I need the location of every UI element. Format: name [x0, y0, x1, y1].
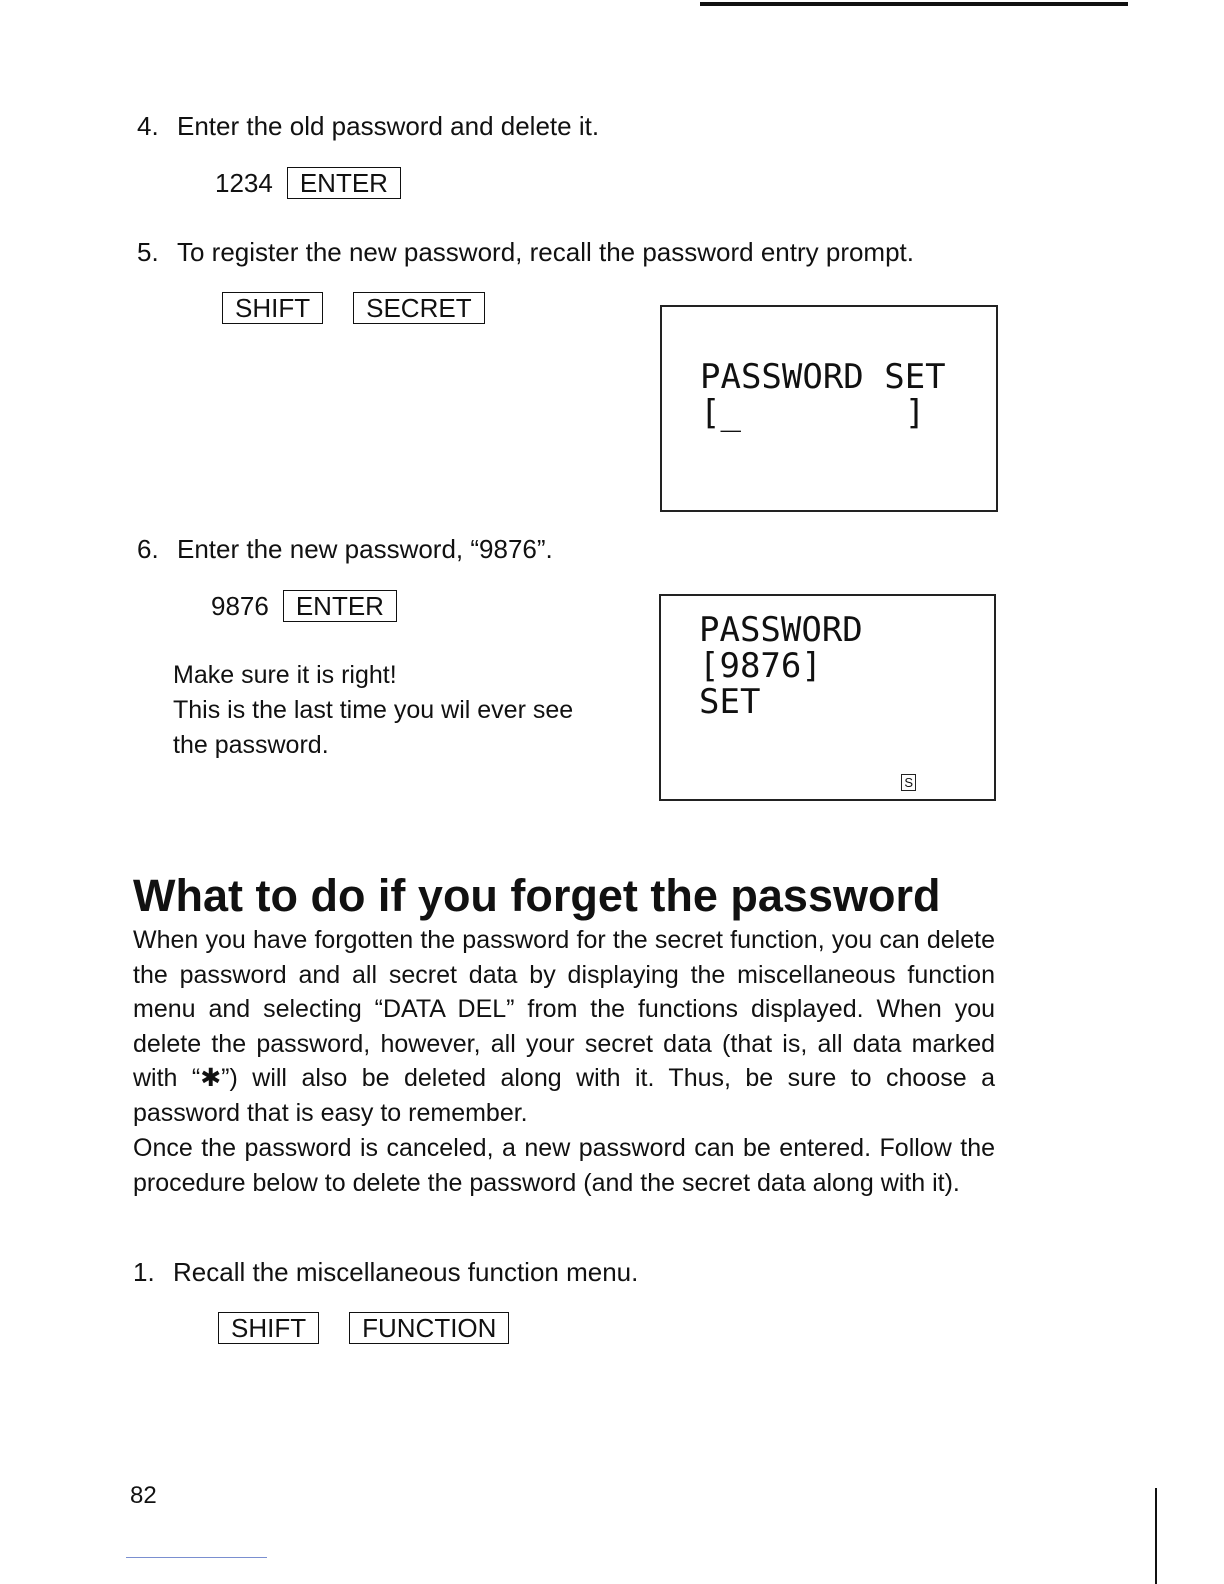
step-5-keys	[222, 292, 515, 324]
note	[173, 658, 573, 763]
step-5	[137, 237, 914, 267]
lcd-display-password-set	[660, 305, 998, 512]
top-rule	[700, 2, 1128, 6]
step-number: 6.	[137, 534, 159, 564]
section-heading: What to do if you forget the password	[133, 870, 941, 921]
step-1	[133, 1257, 638, 1287]
lcd-line: [9876]	[699, 646, 822, 686]
page-number: 82	[130, 1482, 157, 1509]
right-edge-rule	[1155, 1488, 1157, 1584]
secret-indicator-icon: S	[901, 774, 916, 791]
key-digits: 9876	[211, 591, 269, 621]
enter-key: ENTER	[283, 590, 397, 622]
shift-key: SHIFT	[218, 1312, 319, 1344]
lcd-line: [_ ]	[700, 393, 926, 433]
key-digits: 1234	[215, 168, 273, 198]
step-number: 5.	[137, 237, 159, 267]
step-text: To register the new password, recall the password entry prompt.	[177, 237, 915, 267]
lcd-display-password-confirm	[659, 594, 996, 801]
step-6	[137, 534, 553, 564]
step-6-keys	[211, 590, 427, 622]
step-4	[137, 111, 599, 141]
step-number: 1.	[133, 1257, 155, 1287]
step-text: Enter the new password, “9876”.	[177, 534, 553, 564]
step-number: 4.	[137, 111, 159, 141]
secret-key: SECRET	[353, 292, 484, 324]
lcd-line: PASSWORD	[699, 610, 863, 650]
body-paragraph: Once the password is canceled, a new password can be entered. Follow the procedure below to delete the password (and the secret data along with it).	[133, 1134, 995, 1197]
lcd-line: PASSWORD SET	[700, 357, 946, 397]
body-paragraph: When you have forgotten the password for the secret function, you can delete the password and all secret data by displaying the miscellaneous function menu and selecting “DATA DEL” from the functions displayed. When you delete the password, however, all your secret data (that is, all data marked with “✱”) will also be deleted along with it. Thus, be sure to choose a password that is easy to remember.	[133, 926, 995, 1127]
note-line: Make sure it is right!	[173, 661, 397, 689]
step-1-keys	[218, 1312, 539, 1344]
function-key: FUNCTION	[349, 1312, 509, 1344]
step-text: Recall the miscellaneous function menu.	[173, 1257, 639, 1287]
note-line: This is the last time you wil ever see	[173, 696, 574, 724]
step-text: Enter the old password and delete it.	[177, 111, 600, 141]
shift-key: SHIFT	[222, 292, 323, 324]
note-line: the password.	[173, 731, 329, 759]
step-4-keys	[215, 167, 431, 199]
lcd-line: SET	[699, 682, 761, 722]
enter-key: ENTER	[287, 167, 401, 199]
bottom-rule	[126, 1557, 267, 1558]
